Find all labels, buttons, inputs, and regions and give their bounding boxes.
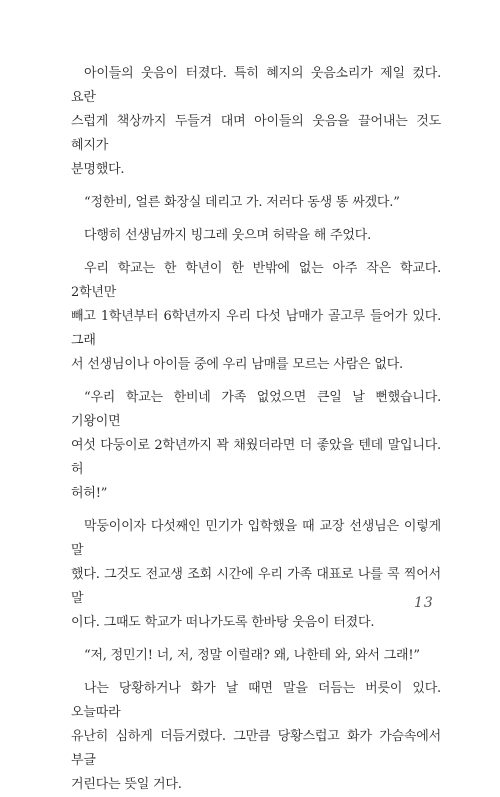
text-line: 우리 학교는 한 학년이 한 반밖에 없는 아주 작은 학교다. 2학년만 [71, 261, 441, 300]
text-line: 했다. 그것도 전교생 조회 시간에 우리 가족 대표로 나를 콕 찍어서 말 [71, 567, 441, 606]
paragraph-2 [71, 191, 441, 215]
paragraph-6 [71, 515, 441, 635]
text-line: 여섯 다둥이로 2학년까지 꽉 채웠더라면 더 좋았을 텐데 말입니다. 허 [71, 438, 441, 477]
text-line: 허허!” [71, 486, 108, 501]
text-line: 거린다는 뜻일 거다. [71, 777, 182, 792]
paragraph-7 [71, 644, 441, 668]
page-number: 13 [414, 595, 434, 611]
paragraph-8 [71, 677, 441, 797]
text-line: 분명했다. [71, 162, 125, 177]
text-line: 스럽게 책상까지 두들겨 대며 아이들의 웃음을 끌어내는 것도 혜지가 [71, 114, 441, 153]
paragraph-5 [71, 386, 441, 506]
text-line: “우리 학교는 한비네 가족 없었으면 큰일 날 뻔했습니다. 기왕이면 [71, 390, 441, 429]
text-line: 서 선생님이나 아이들 중에 우리 남매를 모르는 사람은 없다. [71, 357, 403, 372]
paragraph-4 [71, 257, 441, 377]
text-line: “저, 정민기! 너, 저, 정말 이럴래? 왜, 나한테 와, 와서 그래!” [84, 648, 420, 663]
paragraph-3 [71, 224, 441, 248]
text-line: 이다. 그때도 학교가 떠나가도록 한바탕 웃음이 터졌다. [71, 615, 375, 630]
text-line: 유난히 심하게 더듬거렸다. 그만큼 당황스럽고 화가 가슴속에서 부글 [71, 729, 441, 768]
text-line: 빼고 1학년부터 6학년까지 우리 다섯 남매가 골고루 들어가 있다. 그래 [71, 309, 441, 348]
text-line: 나는 당황하거나 화가 날 때면 말을 더듬는 버릇이 있다. 오늘따라 [71, 681, 441, 720]
text-line: 아이들의 웃음이 터졌다. 특히 혜지의 웃음소리가 제일 컸다. 요란 [71, 66, 441, 105]
text-line: “정한비, 얼른 화장실 데리고 가. 저러다 동생 똥 싸겠다.” [84, 195, 400, 210]
text-line: 다행히 선생님까지 빙그레 웃으며 허락을 해 주었다. [84, 228, 372, 243]
text-line: 막둥이이자 다섯째인 민기가 입학했을 때 교장 선생님은 이렇게 말 [71, 519, 441, 558]
paragraph-1 [71, 62, 441, 182]
body-text [71, 62, 441, 797]
